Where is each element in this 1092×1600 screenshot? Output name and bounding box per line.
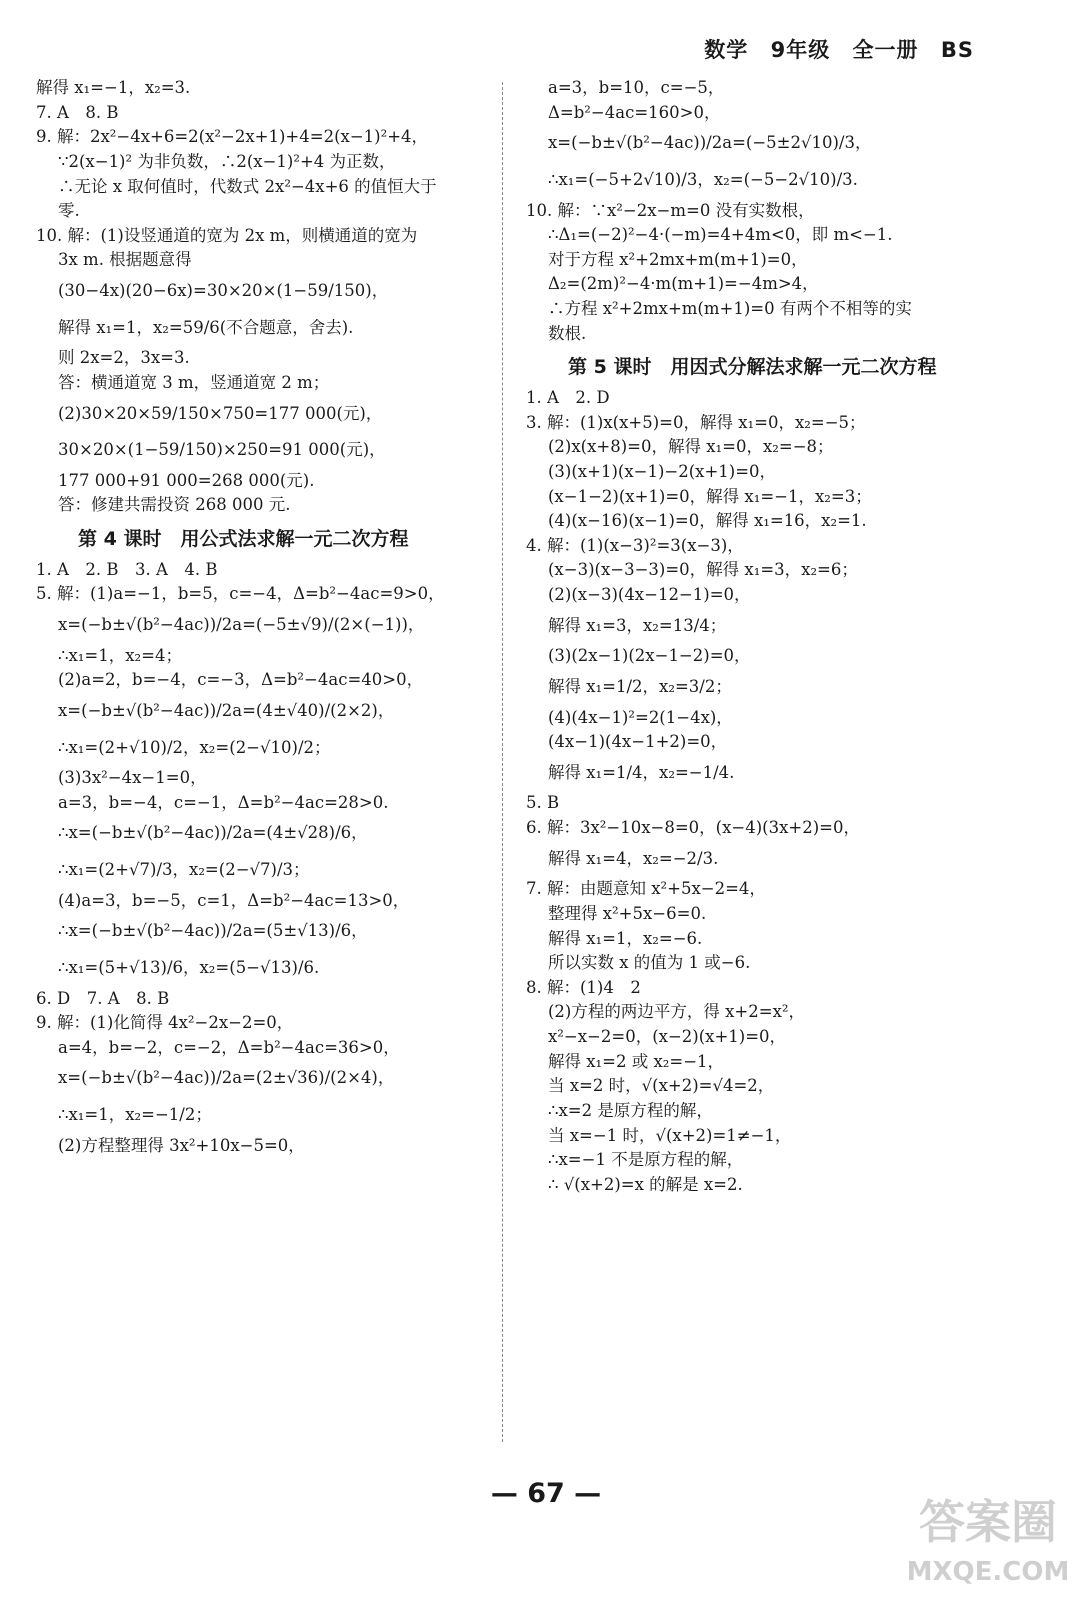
answer-line: 整理得 x²+5x−6=0. xyxy=(548,903,707,923)
answer-line: 1. A 2. B 3. A 4. B xyxy=(36,559,218,579)
answer-line: (3)(x+1)(x−1)−2(x+1)=0， xyxy=(548,461,777,481)
answer-line: x²−x−2=0，(x−2)(x+1)=0， xyxy=(548,1027,787,1046)
column-divider xyxy=(502,82,503,1442)
answer-line: 9. 解：(1)化简得 4x²−2x−2=0， xyxy=(36,1013,294,1033)
answer-line: ∴x=2 是原方程的解， xyxy=(548,1100,713,1120)
header-edition: BS xyxy=(940,38,974,62)
answer-line: x=(−b±√(b²−4ac))/2a=(2±√36)/(2×4)， xyxy=(58,1068,395,1088)
answer-line: ∴x₁=(5+√13)/6，x₂=(5−√13)/6. xyxy=(58,957,320,977)
answer-line: 4. 解：(1)(x−3)²=3(x−3)， xyxy=(526,535,744,555)
answer-line: a=3，b=10，c=−5， xyxy=(548,78,725,97)
watermark-bottom-text: MXQE.COM xyxy=(906,1557,1070,1587)
answer-line: 数根. xyxy=(548,323,587,343)
answer-line: 6. D 7. A 8. B xyxy=(36,988,170,1008)
answer-line: x=(−b±√(b²−4ac))/2a=(−5±2√10)/3， xyxy=(548,133,872,153)
answer-line: 5. 解：(1)a=−1，b=5，c=−4，Δ=b²−4ac=9>0， xyxy=(36,584,445,604)
page-number: — 67 — xyxy=(490,1478,602,1509)
answer-line: a=3，b=−4，c=−1，Δ=b²−4ac=28>0. xyxy=(58,792,389,812)
answer-line: x=(−b±√(b²−4ac))/2a=(−5±√9)/(2×(−1))， xyxy=(58,615,425,634)
watermark-top-text: 答案圈 xyxy=(919,1495,1057,1549)
answer-line: ∴x₁=(−5+2√10)/3，x₂=(−5−2√10)/3. xyxy=(548,169,858,189)
answer-line: 10. 解：∵x²−2x−m=0 没有实数根， xyxy=(526,200,815,220)
answer-line: 当 x=2 时，√(x+2)=√4=2， xyxy=(548,1076,775,1096)
answer-line: ∴x=(−b±√(b²−4ac))/2a=(5±√13)/6， xyxy=(58,921,368,941)
answer-line: (2)a=2，b=−4，c=−3，Δ=b²−4ac=40>0， xyxy=(58,670,424,690)
answer-line: (4)a=3，b=−5，c=1，Δ=b²−4ac=13>0， xyxy=(58,890,410,910)
answer-line: ∴x₁=(2+√10)/2，x₂=(2−√10)/2； xyxy=(58,737,331,757)
answer-line: ∴x₁=1，x₂=−1/2； xyxy=(58,1105,212,1124)
answer-line: 解得 x₁=1/4，x₂=−1/4. xyxy=(548,762,735,782)
answer-line: 30×20×(1−59/150)×250=91 000(元)， xyxy=(58,440,386,460)
answer-line: 8. 解：(1)4 2 xyxy=(526,977,641,997)
answer-line: 7. 解：由题意知 x²+5x−2=4， xyxy=(526,879,766,899)
answer-line: ∴Δ₁=(−2)²−4·(−m)=4+4m<0，即 m<−1. xyxy=(548,225,893,245)
answer-line: 解得 x₁=2 或 x₂=−1， xyxy=(548,1051,725,1071)
answer-line: 9. 解：2x²−4x+6=2(x²−2x+1)+4=2(x−1)²+4， xyxy=(36,127,429,147)
answer-line: 所以实数 x 的值为 1 或−6. xyxy=(548,953,751,973)
answer-line: ∴方程 x²+2mx+m(m+1)=0 有两个不相等的实 xyxy=(548,299,912,318)
answer-line: ∴ √(x+2)=x 的解是 x=2. xyxy=(548,1174,743,1194)
answer-line: 解得 x₁=1，x₂=59/6(不合题意，舍去). xyxy=(58,317,354,337)
answer-line: 177 000+91 000=268 000(元). xyxy=(58,470,315,490)
answer-line: (2)方程整理得 3x²+10x−5=0， xyxy=(58,1135,305,1155)
answer-line: (2)方程的两边平方，得 x+2=x²， xyxy=(548,1002,805,1022)
answer-line: 解得 x₁=4，x₂=−2/3. xyxy=(548,848,719,868)
answer-line: ∴x=(−b±√(b²−4ac))/2a=(4±√28)/6， xyxy=(58,823,368,843)
answer-line: 零. xyxy=(58,201,80,221)
answer-line: (4)(4x−1)²=2(1−4x)， xyxy=(548,707,733,727)
answer-line: (3)3x²−4x−1=0， xyxy=(58,768,207,788)
answer-line: 解得 x₁=−1，x₂=3. xyxy=(36,78,191,97)
answer-line: x=(−b±√(b²−4ac))/2a=(4±√40)/(2×2)， xyxy=(58,700,395,720)
answer-line: 答：横通道宽 3 m，竖通道宽 2 m； xyxy=(58,372,330,392)
answer-line: Δ=b²−4ac=160>0， xyxy=(548,102,721,122)
page-header xyxy=(690,34,974,64)
answer-line: ∴x₁=(2+√7)/3，x₂=(2−√7)/3； xyxy=(58,860,310,879)
header-grade: 9年级 xyxy=(770,38,831,62)
answer-line: ∵2(x−1)² 为非负数，∴2(x−1)²+4 为正数， xyxy=(58,151,396,171)
answer-line: 解得 x₁=1，x₂=−6. xyxy=(548,928,703,948)
right-column xyxy=(526,76,978,1197)
answer-line: 解得 x₁=1/2，x₂=3/2； xyxy=(548,676,732,696)
answer-line: 1. A 2. D xyxy=(526,388,610,407)
header-volume: 全一册 xyxy=(852,38,919,62)
answer-line: 3. 解：(1)x(x+5)=0，解得 x₁=0，x₂=−5； xyxy=(526,412,866,432)
answer-line: (x−1−2)(x+1)=0，解得 x₁=−1，x₂=3； xyxy=(548,486,872,506)
answer-line: 答：修建共需投资 268 000 元. xyxy=(58,495,291,515)
answer-line: (4)(x−16)(x−1)=0，解得 x₁=16，x₂=1. xyxy=(548,511,867,531)
answer-line: ∴x₁=1，x₂=4； xyxy=(58,645,182,665)
answer-line: ∴无论 x 取何值时，代数式 2x²−4x+6 的值恒大于 xyxy=(58,176,437,196)
section-heading: 第 5 课时 用因式分解法求解一元二次方程 xyxy=(568,356,937,379)
answer-line: (3)(2x−1)(2x−1−2)=0， xyxy=(548,646,751,666)
answer-line: 则 2x=2，3x=3. xyxy=(58,348,190,368)
answer-line: 3x m. 根据题意得 xyxy=(58,250,192,270)
answer-line: (2)30×20×59/150×750=177 000(元)， xyxy=(58,403,383,423)
answer-line: Δ₂=(2m)²−4·m(m+1)=−4m>4， xyxy=(548,274,819,294)
answer-line: 当 x=−1 时，√(x+2)=1≠−1， xyxy=(548,1125,792,1145)
answer-line: a=4，b=−2，c=−2，Δ=b²−4ac=36>0， xyxy=(58,1037,400,1057)
answer-line: ∴x=−1 不是原方程的解， xyxy=(548,1150,744,1170)
section-heading: 第 4 课时 用公式法求解一元二次方程 xyxy=(78,528,409,550)
answer-line: 6. 解：3x²−10x−8=0，(x−4)(3x+2)=0， xyxy=(526,818,861,837)
answer-line: (4x−1)(4x−1+2)=0， xyxy=(548,732,728,752)
watermark-logo xyxy=(898,1480,1078,1590)
left-column xyxy=(36,76,488,1158)
answer-line: (30−4x)(20−6x)=30×20×(1−59/150)， xyxy=(58,281,389,300)
answer-line: 对于方程 x²+2mx+m(m+1)=0， xyxy=(548,249,808,269)
answer-line: 5. B xyxy=(526,793,560,813)
answer-line: (x−3)(x−3−3)=0，解得 x₁=3，x₂=6； xyxy=(548,560,858,580)
answer-line: 10. 解：(1)设竖通道的宽为 2x m，则横通道的宽为 xyxy=(36,225,418,245)
answer-line: (2)x(x+8)=0，解得 x₁=0，x₂=−8； xyxy=(548,437,834,457)
answer-line: (2)(x−3)(4x−12−1)=0， xyxy=(548,585,751,604)
answer-line: 7. A 8. B xyxy=(36,102,119,122)
answer-line: 解得 x₁=3，x₂=13/4； xyxy=(548,615,727,635)
header-subject: 数学 xyxy=(704,38,749,62)
